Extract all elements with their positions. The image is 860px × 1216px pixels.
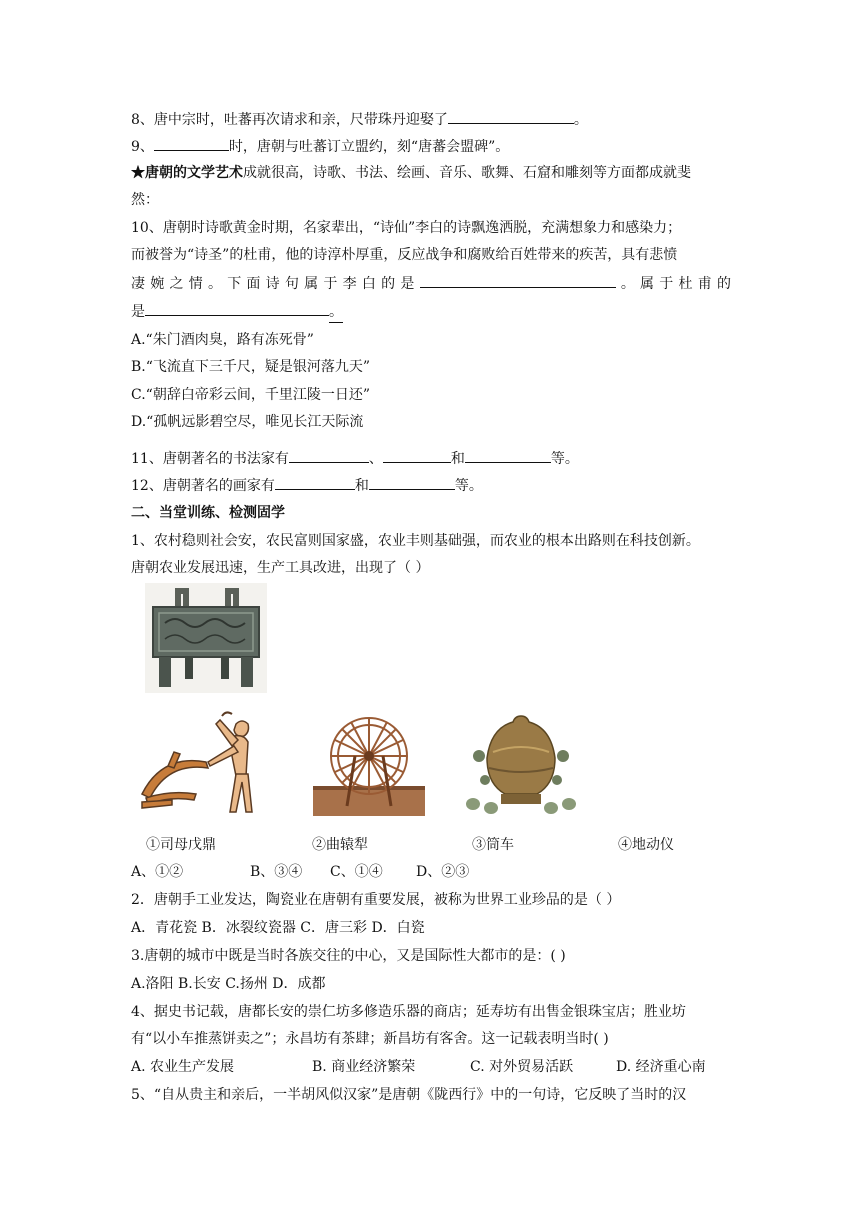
p1-option-a: A、①② [131, 864, 184, 880]
practice-4-line-1: 4、据史书记载，唐都长安的崇仁坊多修造乐器的商店；延寿坊有出售金银珠宝店；胜业坊 [131, 1004, 686, 1020]
answer-blank[interactable] [154, 135, 229, 151]
section-2-title: 二、当堂训练、检测固学 [131, 505, 285, 521]
bronze-ding-image [145, 583, 267, 693]
seismograph-image [465, 712, 577, 816]
question-10-line-3: 凄婉之情。下面诗句属于李白的是 。属于杜甫的 [131, 272, 731, 294]
answer-blank[interactable] [448, 108, 574, 124]
question-12: 12、唐朝著名的画家有 和 等。 [131, 474, 731, 496]
arts-heading: ★唐朝的文学艺术成就很高，诗歌、书法、绘画、音乐、歌舞、石窟和雕刻等方面都成就斐 [131, 165, 691, 181]
option-a: A.“朱门酒肉臭，路有冻死骨” [131, 332, 314, 348]
water-wheel-image [311, 710, 427, 818]
p4-option-d: D. 经济重心南 [616, 1059, 706, 1075]
question-10-line-2: 而被誉为“诗圣”的杜甫，他的诗淳朴厚重，反应战争和腐败给百姓带来的疾苦，具有悲愤 [131, 247, 678, 263]
p1-option-b: B、③④ [250, 864, 303, 880]
option-d: D.“孤帆远影碧空尽，唯见长江天际流 [131, 414, 364, 430]
practice-3-options: A.洛阳 B.长安 C.扬州 D．成都 [131, 976, 326, 992]
caption-3: ③筒车 [472, 837, 514, 853]
caption-1: ①司母戊鼎 [146, 837, 216, 853]
practice-1-line-1: 1、农村稳则社会安，农民富则国家盛，农业丰则基础强，而农业的根本出路则在科技创新。 [131, 533, 700, 549]
practice-3-stem: 3.唐朝的城市中既是当时各族交往的中心，又是国际性大都市的是：( ) [131, 948, 566, 964]
practice-5-line-1: 5、“自从贵主和亲后，一半胡风似汉家”是唐朝《陇西行》中的一句诗，它反映了当时的汉 [131, 1087, 687, 1103]
curved-plough-image [138, 706, 266, 818]
p4-option-a: A. 农业生产发展 [131, 1059, 235, 1075]
practice-1-line-2: 唐朝农业发展迅速，生产工具改进，出现了（ ） [131, 560, 430, 576]
answer-blank[interactable] [420, 272, 616, 288]
practice-4-line-2: 有“以小车推蒸饼卖之”；永昌坊有茶肆；新昌坊有客舍。这一记载表明当时( ) [131, 1031, 609, 1047]
p4-option-c: C. 对外贸易活跃 [470, 1059, 574, 1075]
answer-blank[interactable] [465, 447, 551, 463]
question-9: 9、 时，唐朝与吐蕃订立盟约，刻“唐蕃会盟碑”。 [131, 135, 731, 157]
answer-blank[interactable] [275, 474, 355, 490]
question-11: 11、唐朝著名的书法家有 、 和 等。 [131, 447, 731, 469]
arts-heading-cont: 然： [131, 192, 159, 208]
caption-4: ④地动仪 [618, 837, 674, 853]
practice-2-stem: 2．唐朝手工业发达，陶瓷业在唐朝有重要发展，被称为世界工业珍品的是（ ） [131, 892, 621, 908]
option-b: B.“飞流直下三千尺，疑是银河落九天” [131, 359, 371, 375]
answer-blank[interactable] [289, 447, 369, 463]
question-10-line-1: 10、唐朝时诗歌黄金时期，名家辈出，“诗仙”李白的诗飘逸洒脱，充满想象力和感染力； [131, 220, 682, 236]
question-8: 8、唐中宗时，吐蕃再次请求和亲，尺带珠丹迎娶了 。 [131, 108, 731, 130]
p1-option-c: C、①④ [330, 864, 383, 880]
answer-blank[interactable] [145, 300, 329, 316]
p4-option-b: B. 商业经济繁荣 [312, 1059, 416, 1075]
answer-blank[interactable] [369, 474, 455, 490]
question-10-line-4: 是 。 [131, 300, 731, 323]
option-c: C.“朝辞白帝彩云间，千里江陵一日还” [131, 387, 370, 403]
practice-2-options: A．青花瓷 B．冰裂纹瓷器 C．唐三彩 D．白瓷 [131, 920, 425, 936]
caption-2: ②曲辕犁 [312, 837, 368, 853]
p1-option-d: D、②③ [416, 864, 470, 880]
answer-blank[interactable] [383, 447, 451, 463]
